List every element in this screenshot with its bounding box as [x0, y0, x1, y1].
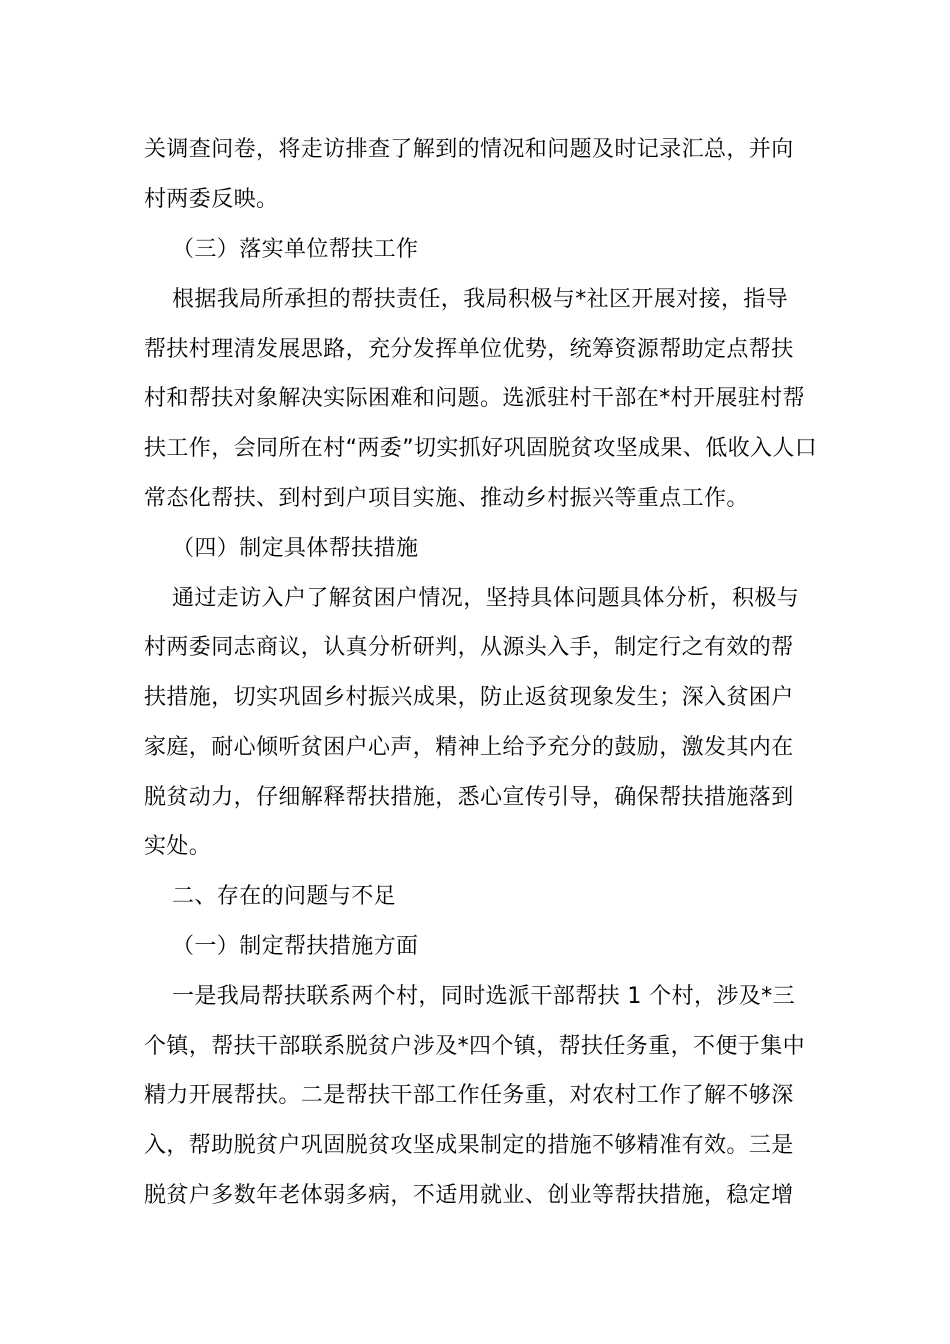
paragraph-line: 村两委反映。	[144, 187, 279, 212]
paragraph-line: 精力开展帮扶。二是帮扶干部工作任务重，对农村工作了解不够深	[144, 1083, 794, 1108]
paragraph-line: 通过走访入户了解贫困户情况，坚持具体问题具体分析，积极与	[172, 586, 800, 611]
paragraph-line: 实处。	[144, 834, 212, 859]
paragraph-line: 根据我局所承担的帮扶责任，我局积极与*社区开展对接，指导	[172, 287, 789, 312]
paragraph-line: 村两委同志商议，认真分析研判，从源头入手，制定行之有效的帮	[144, 635, 794, 660]
paragraph-line: 家庭，耐心倾听贫困户心声，精神上给予充分的鼓励，激发其内在	[144, 735, 794, 760]
chapter-heading-2: 二、存在的问题与不足	[172, 884, 397, 909]
paragraph-line: 常态化帮扶、到村到户项目实施、推动乡村振兴等重点工作。	[144, 486, 749, 511]
section-heading-3: （三）落实单位帮扶工作	[172, 237, 419, 262]
paragraph-line: 帮扶村理清发展思路，充分发挥单位优势，统筹资源帮助定点帮扶	[144, 337, 794, 362]
paragraph-line: 扶工作，会同所在村“两委”切实抓好巩固脱贫攻坚成果、低收入人口	[144, 436, 818, 461]
paragraph-line: 脱贫户多数年老体弱多病，不适用就业、创业等帮扶措施，稳定增	[144, 1183, 794, 1208]
paragraph-line: 个镇，帮扶干部联系脱贫户涉及*四个镇，帮扶任务重，不便于集中	[144, 1034, 806, 1059]
paragraph-line: 扶措施，切实巩固乡村振兴成果，防止返贫现象发生；深入贫困户	[144, 685, 794, 710]
section-heading-1: （一）制定帮扶措施方面	[172, 934, 419, 959]
paragraph-line: 村和帮扶对象解决实际困难和问题。选派驻村干部在*村开展驻村帮	[144, 386, 806, 411]
paragraph-line: 入，帮助脱贫户巩固脱贫攻坚成果制定的措施不够精准有效。三是	[144, 1133, 794, 1158]
paragraph-line: 关调查问卷，将走访排查了解到的情况和问题及时记录汇总，并向	[144, 137, 794, 162]
paragraph-line: 脱贫动力，仔细解释帮扶措施，悉心宣传引导，确保帮扶措施落到	[144, 785, 794, 810]
section-heading-4: （四）制定具体帮扶措施	[172, 536, 419, 561]
paragraph-line: 一是我局帮扶联系两个村，同时选派干部帮扶 1 个村，涉及*三	[172, 984, 795, 1009]
